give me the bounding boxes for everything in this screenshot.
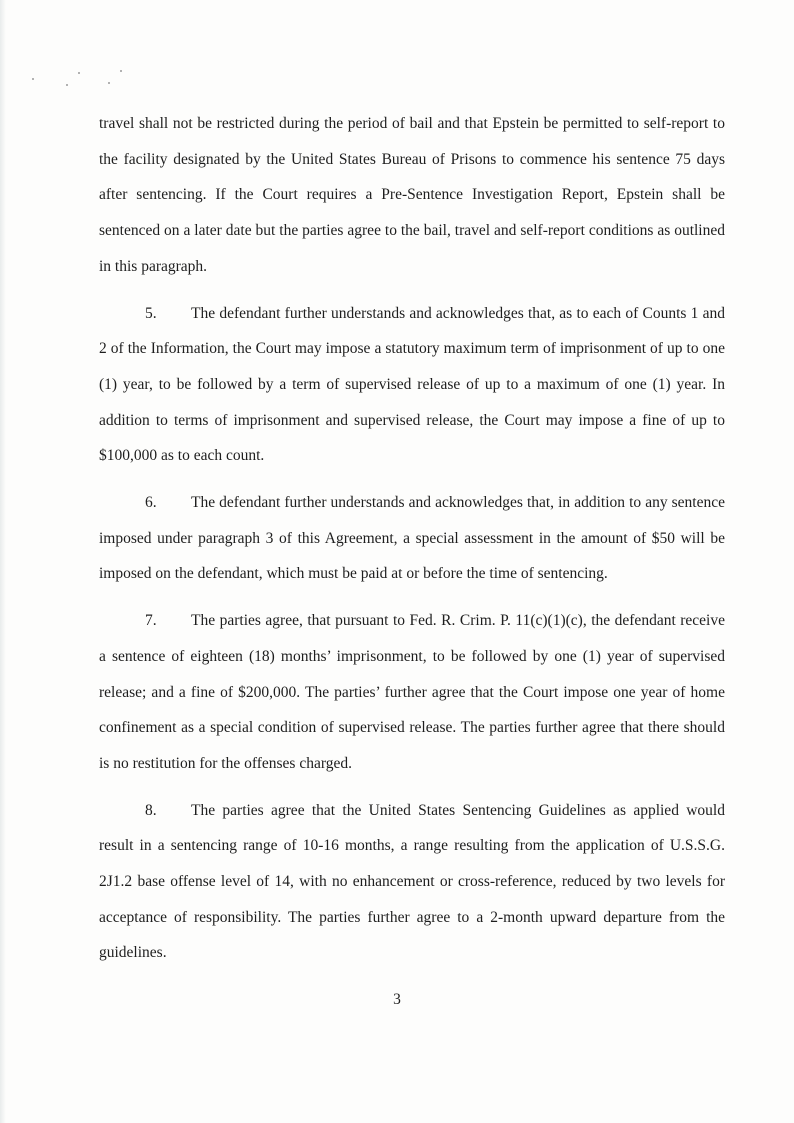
document-body bbox=[99, 106, 725, 982]
scan-specks bbox=[30, 66, 140, 96]
paragraph-number: 7. bbox=[145, 612, 157, 630]
paragraph-8 bbox=[99, 793, 725, 972]
paragraph-text: The defendant further understands and acknowledges that, as to each of Counts 1 and 2 of the Information, the Court may impose a statutory maximum term of imprisonment of up to one (1) year, to be followed by a term of supervised release of up to a maximum of one (1) year. In addition to terms of imprisonment and supervised release, the Court may impose a fine of up to $100,000 as to each count. bbox=[99, 304, 725, 465]
paragraph-number: 6. bbox=[145, 494, 157, 512]
paragraph-text: The parties agree, that pursuant to Fed. R. Crim. P. 11(c)(1)(c), the defendant receive a sentence of eighteen (18) months’ imprisonment, to be followed by one (1) year of supervised release; and a fine of $200,000. The parties’ further agree that the Court impose one year of home confinement as a special condition of supervised release. The parties further agree that there should is no restitution for the offenses charged. bbox=[99, 612, 725, 772]
paragraph-text: The parties agree that the United States Sentencing Guidelines as applied would result in a sentencing range of 10-16 months, a range resulting from the application of U.S.S.G. 2J1.2 base offense level of 14, with no enhancement or cross-reference, reduced by two levels for acceptance of responsibility. The parties further agree to a 2-month upward departure from the guidelines. bbox=[99, 801, 725, 962]
page-number: 3 bbox=[393, 991, 401, 1008]
continuation-text: travel shall not be restricted during the period of bail and that Epstein be permitted to self-report to the facility designated by the United States Bureau of Prisons to commence his sentence 75 days after sentencing. If the Court requires a Pre-Sentence Investigation Report, Epstein shall be sentenced on a later date but the parties agree to the bail, travel and self-report conditions as outlined in this paragraph. bbox=[99, 115, 725, 275]
paragraph-number: 5. bbox=[145, 304, 157, 322]
paragraph-7 bbox=[99, 603, 725, 782]
paragraph-5 bbox=[99, 296, 725, 475]
scan-edge-shadow bbox=[0, 0, 6, 1123]
paragraph-6 bbox=[99, 485, 725, 592]
paragraph-text: The defendant further understands and acknowledges that, in addition to any sentence imposed under paragraph 3 of this Agreement, a special assessment in the amount of $50 will be imposed on the defendant, which must be paid at or before the time of sentencing. bbox=[99, 494, 725, 583]
paragraph-number: 8. bbox=[145, 801, 157, 819]
continuation-paragraph bbox=[99, 106, 725, 285]
